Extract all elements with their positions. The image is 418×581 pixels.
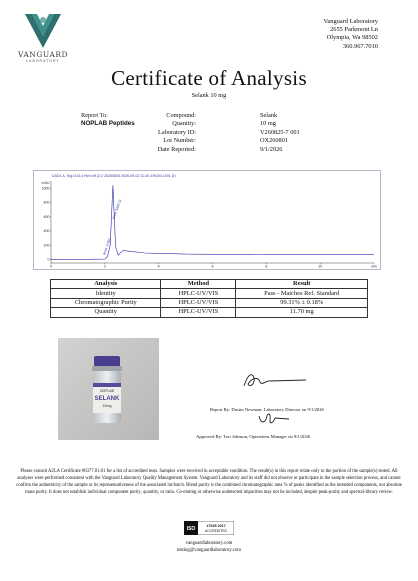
lab-street: 2655 Parkmont Ln xyxy=(330,26,378,34)
meta-value: 9/1/2026 xyxy=(260,145,283,153)
disclaimer: Please consult A2LA Certificate #6377.01.01 for a list of accredited tests. Samples were received in acceptable condition. The result(s) in this report relate only to the portion of the sample(s) tested. All analyses were performed consistent with the Vanguard Laboratory Quality Management System. Vanguard Laboratory and its staff did not observe or participate in the sample selection process, and cannot confirm the authenticity of the sample or its representativeness of the associated lot/batch. Blend purity is the combined chromatographic area % of peaks identified as the intended components, not absolute mass purity. It does not establish individual component purity, quantity, or ratio. Co-eluting or otherwise undetected impurities may not be included, despite peak-purity and spectral-library review. xyxy=(16,469,402,495)
customer-name: NOPLAB Peptides xyxy=(81,120,135,128)
seal-line2: ACCREDITED xyxy=(204,529,228,533)
table-cell: 99.31% ± 0.18% xyxy=(236,298,368,307)
logo-subtitle: LABORATORY xyxy=(26,59,60,63)
y-tick-label: mAU xyxy=(41,181,50,186)
y-tick-label: 600 xyxy=(43,214,50,219)
svg-text:ISO: ISO xyxy=(186,526,196,532)
column-header: Analysis xyxy=(51,280,161,289)
y-tick-label: 200 xyxy=(43,243,50,248)
x-tick-label: 10 xyxy=(318,264,323,269)
table-row xyxy=(51,298,368,307)
vial-dose: 10mg xyxy=(102,404,112,408)
table-cell: Pass - Matches Ref. Standard xyxy=(236,289,368,298)
lab-name: Vanguard Laboratory xyxy=(323,18,378,25)
table-cell: HPLC-UV/VIS xyxy=(161,289,236,298)
chromatogram-trace xyxy=(51,185,374,259)
product-photo xyxy=(58,338,159,440)
meta-value: OX260801 xyxy=(260,137,288,145)
y-tick-label: 800 xyxy=(43,200,50,205)
meta-values xyxy=(260,112,300,154)
column-header: Result xyxy=(236,280,368,289)
approved-by-line: Approved By: Tori Johnson, Operations Manager on 9/1/2026 xyxy=(196,434,311,439)
meta-label: Quantity: xyxy=(172,120,196,128)
table-row xyxy=(51,289,368,298)
vanguard-logo xyxy=(14,12,72,63)
lab-phone: 360.967.7010 xyxy=(342,42,378,50)
peak-annotation: Area: 3440.11 xyxy=(111,198,123,220)
signature-director-icon xyxy=(240,370,310,392)
table-cell: Identity xyxy=(51,289,161,298)
chart-title: DAD1 A, Sig=214,4 Ref=off (Z:2 20260825 2026-09-02 11-00-19\039-1001.D) xyxy=(52,174,176,178)
contact-info xyxy=(0,540,418,554)
y-tick-label: 400 xyxy=(43,229,50,234)
iso-seal-icon xyxy=(184,521,234,535)
lab-address xyxy=(324,18,378,51)
seal-line1: 17025:2017 xyxy=(206,524,226,528)
peak-annotation: Area: 2.952 xyxy=(102,237,112,256)
meta-value: Selank xyxy=(260,112,278,119)
table-header-row xyxy=(51,280,368,289)
meta-label: Date Reported: xyxy=(157,145,196,153)
accreditation-seal xyxy=(184,521,234,535)
meta-labels xyxy=(76,112,196,154)
results-table xyxy=(50,279,368,318)
lab-city: Olympia, Wa 98502 xyxy=(326,34,378,42)
chromatogram xyxy=(33,170,381,270)
meta-label: Compound: xyxy=(166,112,196,119)
table-cell: HPLC-UV/VIS xyxy=(161,298,236,307)
v-logo-icon xyxy=(23,12,63,50)
x-tick-label: min xyxy=(371,264,377,269)
signature-director xyxy=(240,370,310,397)
chromatogram-plot xyxy=(34,171,380,269)
table-cell: Quantity xyxy=(51,308,161,317)
x-tick-label: 2 xyxy=(103,264,106,269)
website-link[interactable]: vanguardlaboratory.com xyxy=(185,541,233,546)
email-link[interactable]: testing@vanguardlaboratory.com xyxy=(177,548,241,553)
vial-product-name: SELANK xyxy=(94,396,120,402)
table-row xyxy=(51,308,368,317)
x-tick-label: 8 xyxy=(265,264,268,269)
y-tick-label: 0 xyxy=(47,257,50,262)
vial-brand: NOPLAB xyxy=(100,389,114,393)
document-subtitle: Selank 10 mg xyxy=(191,92,227,99)
report-to-label: Report To: xyxy=(81,112,108,119)
signature-manager xyxy=(255,410,295,433)
x-tick-label: 0 xyxy=(50,264,52,269)
table-cell: 11.70 mg xyxy=(236,308,368,317)
meta-value: 10 mg xyxy=(260,120,276,128)
vial-image xyxy=(58,338,159,440)
column-header: Method xyxy=(161,280,236,289)
meta-label: Laboratory ID: xyxy=(158,128,196,136)
document-title: Certificate of Analysis xyxy=(111,66,307,90)
y-tick-label: 1000 xyxy=(41,186,50,191)
signature-manager-icon xyxy=(255,410,295,428)
logo-wordmark: VANGUARD xyxy=(17,50,69,59)
x-tick-label: 4 xyxy=(157,264,160,269)
table-cell: HPLC-UV/VIS xyxy=(161,308,236,317)
x-tick-label: 6 xyxy=(211,264,214,269)
table-cell: Chromatographic Purity xyxy=(51,298,161,307)
meta-value: V260825-7 001 xyxy=(260,128,300,136)
meta-label: Lot Number: xyxy=(163,137,196,145)
report-by-line: Report By: Dustin Newman, Laboratory Director on 9/1/2026 xyxy=(210,407,324,412)
